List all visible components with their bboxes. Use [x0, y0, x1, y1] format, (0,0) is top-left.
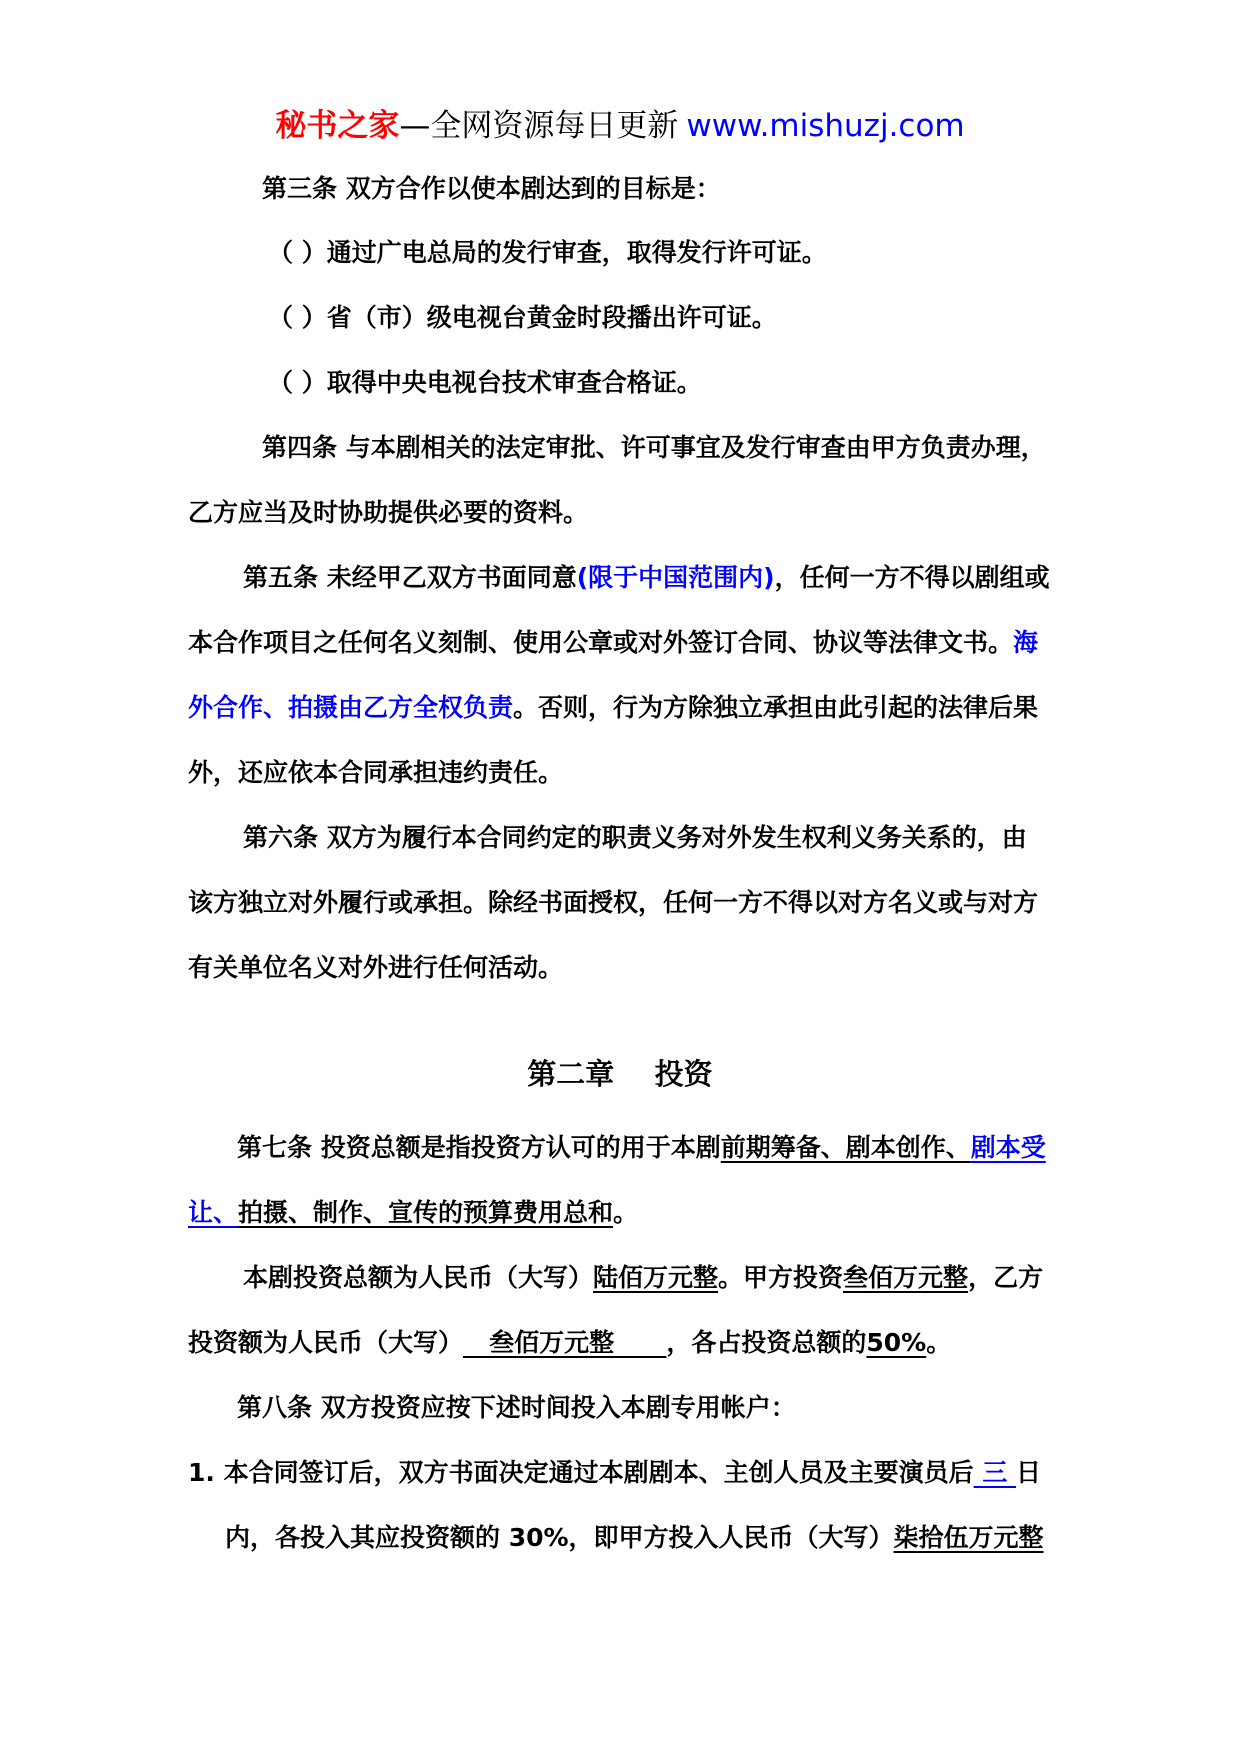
article-7-link-text: 剧本受	[970, 1133, 1046, 1162]
investment-text: ，各占投资总额的	[666, 1328, 867, 1357]
brand-name: 秘书之家	[275, 108, 400, 144]
article-5-text: 本合作项目之任何名义刻制、使用公章或对外签订合同、协议等法律文书。	[188, 628, 1014, 657]
article-5-overseas-note: 海	[1013, 628, 1039, 657]
investment-line-1	[243, 1261, 1043, 1295]
article-3-heading: 第三条 双方合作以使本剧达到的目标是：	[262, 174, 721, 203]
article-7-line-2	[188, 1196, 638, 1230]
article-7-text: 第七条 投资总额是指投资方认可的用于本剧	[237, 1133, 721, 1162]
investment-text: 。	[926, 1328, 952, 1357]
item-1-days: 三	[973, 1458, 1017, 1487]
site-header	[0, 100, 1240, 145]
article-4-line-1: 第四条 与本剧相关的法定审批、许可事宜及发行审查由甲方负责办理，	[262, 433, 1046, 462]
article-7-underlined: 拍摄、制作、宣传的预算费用总和	[238, 1198, 614, 1227]
party-b-investment-amount: 叁佰万元整	[463, 1328, 667, 1357]
header-slogan: —全网资源每日更新	[399, 108, 679, 144]
item-1-line-1	[188, 1456, 1041, 1490]
goal-option-2: （ ）省（市）级电视台黄金时段播出许可证。	[268, 303, 777, 332]
site-url-link[interactable]: www.mishuzj.com	[686, 108, 965, 144]
investment-text: ，乙方	[968, 1263, 1044, 1292]
article-7-text: 。	[613, 1198, 639, 1227]
article-5-text: 。否则，行为方除独立承担由此引起的法律后果	[513, 693, 1039, 722]
party-a-first-payment: 柒拾伍万元整	[893, 1523, 1044, 1552]
article-5-text: ，任何一方不得以剧组或	[774, 563, 1050, 592]
investment-text: 投资额为人民币（大写）	[188, 1328, 464, 1357]
article-7-underlined: 前期筹备、剧本创作、	[720, 1133, 971, 1162]
article-6-line-1: 第六条 双方为履行本合同约定的职责义务对外发生权利义务关系的，由	[243, 823, 1027, 852]
investment-share-percent: 50%	[866, 1328, 927, 1357]
article-6-line-2: 该方独立对外履行或承担。除经书面授权，任何一方不得以对方名义或与对方	[188, 888, 1039, 917]
item-1-text: 1. 本合同签订后，双方书面决定通过本剧剧本、主创人员及主要演员后	[188, 1458, 974, 1487]
investment-text: 本剧投资总额为人民币（大写）	[243, 1263, 594, 1292]
article-8-heading: 第八条 双方投资应按下述时间投入本剧专用帐户：	[237, 1393, 796, 1422]
article-7-link-text: 让、	[188, 1198, 239, 1227]
article-6-line-3: 有关单位名义对外进行任何活动。	[188, 953, 564, 982]
total-investment-amount: 陆佰万元整	[593, 1263, 719, 1292]
party-a-investment-amount: 叁佰万元整	[843, 1263, 969, 1292]
item-1-text: 内，各投入其应投资额的 30%，即甲方投入人民币（大写）	[225, 1523, 894, 1552]
article-5-line-4: 外，还应依本合同承担违约责任。	[188, 758, 564, 787]
item-1-text: 日	[1016, 1458, 1042, 1487]
article-5-line-3	[188, 691, 1038, 725]
goal-option-1: （ ）通过广电总局的发行审查，取得发行许可证。	[268, 238, 827, 267]
article-5-line-2	[188, 626, 1038, 660]
goal-option-3: （ ）取得中央电视台技术审查合格证。	[268, 368, 702, 397]
chapter-2-title: 第二章 投资	[527, 1057, 713, 1091]
article-5-scope-note: (限于中国范围内)	[576, 563, 775, 592]
article-5-line-1	[243, 561, 1050, 595]
article-5-overseas-note: 外合作、拍摄由乙方全权负责	[188, 693, 514, 722]
article-4-line-2: 乙方应当及时协助提供必要的资料。	[188, 498, 589, 527]
item-1-line-2	[225, 1521, 1044, 1555]
investment-line-2	[188, 1326, 951, 1360]
investment-text: 。甲方投资	[718, 1263, 844, 1292]
article-5-text: 第五条 未经甲乙双方书面同意	[243, 563, 577, 592]
article-7-line-1	[237, 1131, 1046, 1165]
